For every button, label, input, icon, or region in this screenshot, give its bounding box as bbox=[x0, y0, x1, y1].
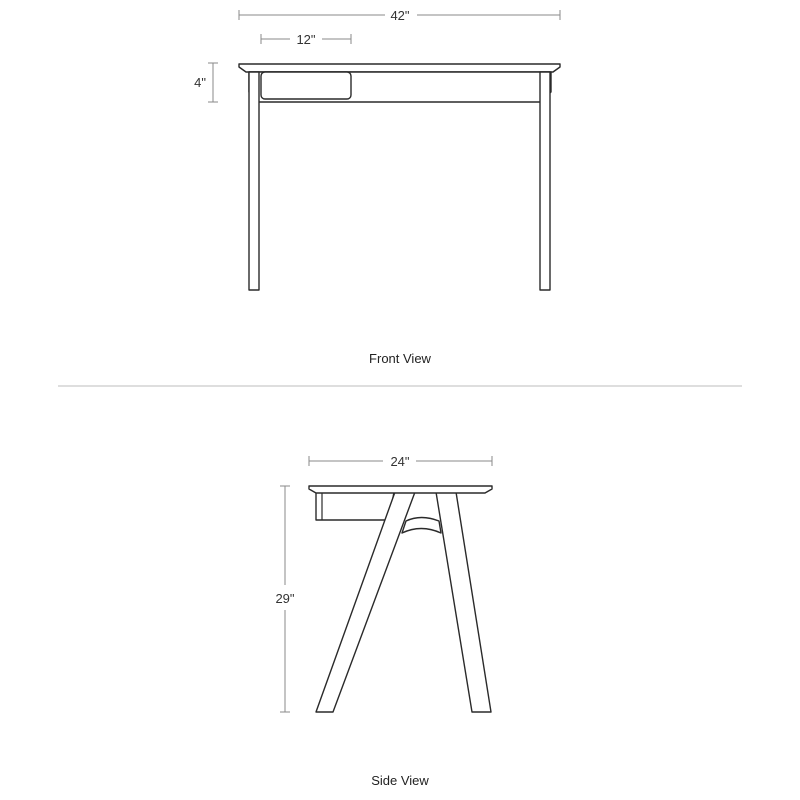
overall-width-label: 42" bbox=[390, 8, 410, 23]
front-leg-right bbox=[540, 72, 550, 290]
side-gusset bbox=[402, 518, 441, 534]
depth-label: 24" bbox=[390, 454, 410, 469]
dimension-height bbox=[275, 486, 294, 712]
side-leg-front bbox=[436, 492, 491, 712]
front-leg-left bbox=[249, 72, 259, 290]
side-drawer bbox=[316, 492, 394, 520]
dimension-apron-height bbox=[194, 63, 218, 102]
side-view-caption: Side View bbox=[371, 773, 429, 788]
front-view-caption: Front View bbox=[369, 351, 431, 366]
front-drawer bbox=[261, 72, 351, 99]
side-view bbox=[275, 454, 492, 788]
side-leg-rear bbox=[316, 492, 415, 712]
desk-front-outline bbox=[239, 64, 560, 290]
drawer-width-label: 12" bbox=[296, 32, 316, 47]
side-tabletop bbox=[309, 486, 492, 493]
height-label: 29" bbox=[275, 591, 295, 606]
front-view bbox=[194, 8, 560, 366]
desk-side-outline bbox=[309, 486, 492, 712]
dimension-overall-width bbox=[239, 8, 560, 23]
front-tabletop bbox=[239, 64, 560, 72]
dimension-drawer-width bbox=[261, 32, 351, 47]
apron-height-label: 4" bbox=[194, 75, 206, 90]
dimension-depth bbox=[309, 454, 492, 469]
